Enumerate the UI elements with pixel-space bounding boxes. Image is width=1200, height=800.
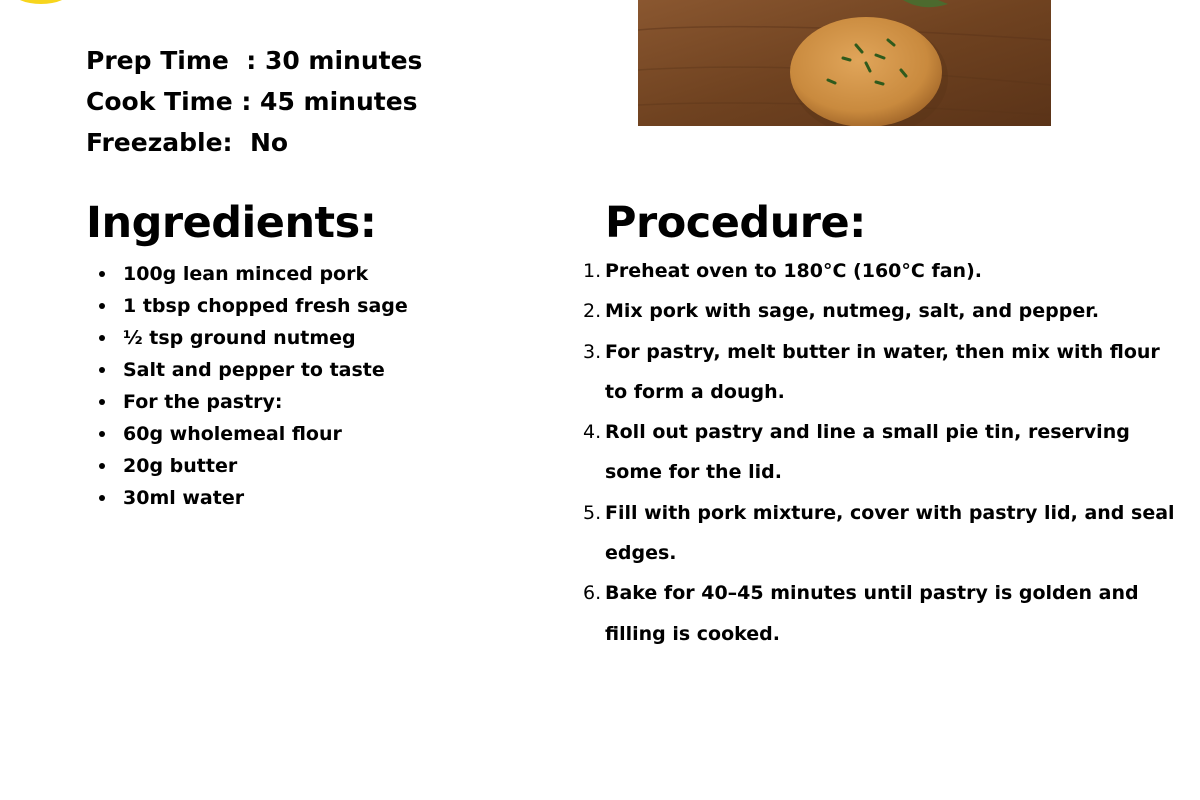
step-text: Roll out pastry and line a small pie tin, reserving some for the lid. bbox=[605, 421, 1130, 484]
ingredient-item bbox=[123, 258, 523, 290]
ingredient-text: ½ tsp ground nutmeg bbox=[123, 327, 356, 349]
ingredient-text: 60g wholemeal flour bbox=[123, 423, 342, 445]
bullet-icon bbox=[99, 399, 105, 405]
bullet-icon bbox=[99, 367, 105, 373]
cook-time: Cook Time : 45 minutes bbox=[86, 87, 418, 116]
ingredient-item bbox=[123, 450, 523, 482]
bullet-icon bbox=[99, 303, 105, 309]
step-number: 3. bbox=[583, 340, 602, 363]
recipe-meta bbox=[86, 40, 546, 163]
ingredient-item bbox=[123, 290, 523, 322]
ingredient-item bbox=[123, 322, 523, 354]
step-text: Bake for 40–45 minutes until pastry is golden and filling is cooked. bbox=[605, 582, 1139, 645]
ingredient-text: Salt and pepper to taste bbox=[123, 359, 385, 381]
ingredient-item bbox=[123, 482, 523, 514]
step-number: 2. bbox=[583, 300, 602, 323]
pork-pie-photo bbox=[638, 0, 1051, 126]
ingredient-item bbox=[123, 354, 523, 386]
bullet-icon bbox=[99, 495, 105, 501]
procedure-step bbox=[583, 493, 1175, 574]
ingredients-list bbox=[123, 258, 523, 514]
ingredient-text: 20g butter bbox=[123, 455, 238, 477]
step-text: Preheat oven to 180°C (160°C fan). bbox=[605, 260, 982, 282]
bullet-icon bbox=[99, 431, 105, 437]
ingredient-item bbox=[123, 418, 523, 450]
procedure-list bbox=[583, 251, 1175, 654]
procedure-step bbox=[583, 412, 1175, 493]
procedure-step bbox=[583, 251, 1175, 291]
procedure-step bbox=[583, 332, 1175, 413]
bullet-icon bbox=[99, 335, 105, 341]
decorative-yellow-shape bbox=[12, 0, 70, 4]
step-number: 5. bbox=[583, 501, 602, 524]
step-text: Fill with pork mixture, cover with pastry lid, and seal edges. bbox=[605, 501, 1175, 565]
step-text: Mix pork with sage, nutmeg, salt, and pepper. bbox=[605, 300, 1100, 323]
step-number: 1. bbox=[583, 260, 602, 282]
procedure-step bbox=[583, 291, 1175, 331]
ingredients-heading: Ingredients: bbox=[86, 198, 377, 248]
procedure-heading: Procedure: bbox=[605, 198, 866, 248]
ingredient-text: 30ml water bbox=[123, 487, 245, 509]
freezable: Freezable: No bbox=[86, 128, 289, 157]
step-number: 6. bbox=[583, 582, 602, 605]
ingredient-item bbox=[123, 386, 523, 418]
ingredient-text: 1 tbsp chopped fresh sage bbox=[123, 295, 408, 317]
bullet-icon bbox=[99, 463, 105, 469]
procedure-step bbox=[583, 573, 1175, 654]
step-text: For pastry, melt butter in water, then mix with flour to form a dough. bbox=[605, 340, 1160, 403]
pork-pie-image bbox=[638, 0, 1051, 126]
prep-time: Prep Time : 30 minutes bbox=[86, 46, 423, 75]
ingredient-text: For the pastry: bbox=[123, 391, 283, 413]
step-number: 4. bbox=[583, 421, 602, 444]
bullet-icon bbox=[99, 271, 105, 277]
ingredient-text: 100g lean minced pork bbox=[123, 263, 369, 285]
